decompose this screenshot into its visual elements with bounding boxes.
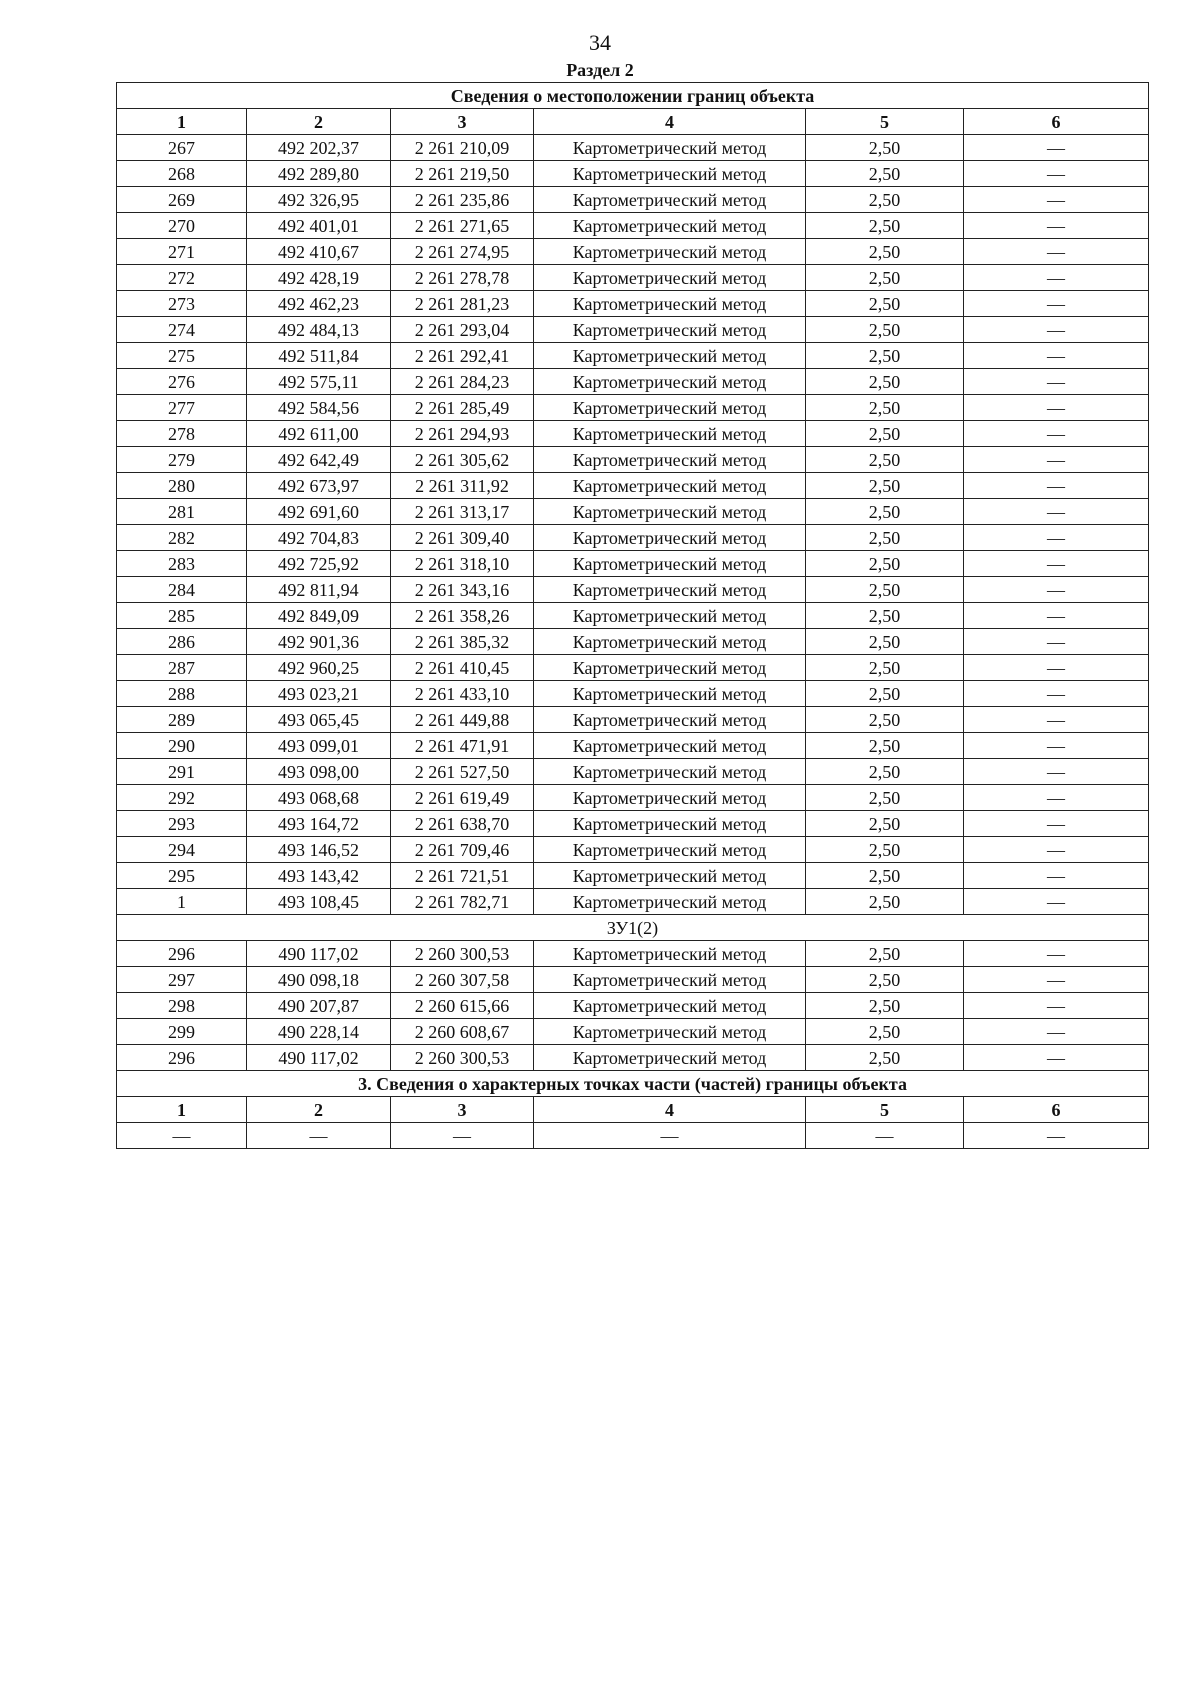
point-number-cell: 270 — [117, 213, 247, 239]
table-row — [117, 863, 1149, 889]
accuracy-cell: 2,50 — [806, 811, 964, 837]
y-coordinate-cell: 2 261 619,49 — [391, 785, 534, 811]
table-title: Сведения о местоположении границ объекта — [117, 83, 1149, 109]
column-number-cell: 6 — [964, 1097, 1149, 1123]
x-coordinate-cell: 490 098,18 — [247, 967, 391, 993]
y-coordinate-cell: 2 261 638,70 — [391, 811, 534, 837]
accuracy-cell: 2,50 — [806, 681, 964, 707]
y-coordinate-cell: 2 261 274,95 — [391, 239, 534, 265]
point-number-cell: — — [117, 1123, 247, 1149]
y-coordinate-cell: 2 261 410,45 — [391, 655, 534, 681]
method-cell: Картометрический метод — [534, 1045, 806, 1071]
accuracy-cell: 2,50 — [806, 499, 964, 525]
point-number-cell: 280 — [117, 473, 247, 499]
x-coordinate-cell: 492 849,09 — [247, 603, 391, 629]
table-row — [117, 239, 1149, 265]
accuracy-cell: 2,50 — [806, 395, 964, 421]
method-cell: Картометрический метод — [534, 811, 806, 837]
x-coordinate-cell: 492 691,60 — [247, 499, 391, 525]
x-coordinate-cell: 490 228,14 — [247, 1019, 391, 1045]
description-cell: — — [964, 967, 1149, 993]
method-cell: — — [534, 1123, 806, 1149]
point-number-cell: 281 — [117, 499, 247, 525]
accuracy-cell: 2,50 — [806, 863, 964, 889]
y-coordinate-cell: 2 261 313,17 — [391, 499, 534, 525]
table-row — [117, 395, 1149, 421]
y-coordinate-cell: 2 261 210,09 — [391, 135, 534, 161]
description-cell: — — [964, 447, 1149, 473]
description-cell: — — [964, 993, 1149, 1019]
y-coordinate-cell: 2 261 294,93 — [391, 421, 534, 447]
point-number-cell: 272 — [117, 265, 247, 291]
point-number-cell: 287 — [117, 655, 247, 681]
accuracy-cell: 2,50 — [806, 213, 964, 239]
description-cell: — — [964, 1045, 1149, 1071]
table-row — [117, 213, 1149, 239]
point-number-cell: 296 — [117, 1045, 247, 1071]
point-number-cell: 277 — [117, 395, 247, 421]
column-number-cell: 4 — [534, 109, 806, 135]
column-number-row — [117, 109, 1149, 135]
description-cell: — — [964, 499, 1149, 525]
x-coordinate-cell: 492 410,67 — [247, 239, 391, 265]
description-cell: — — [964, 785, 1149, 811]
accuracy-cell: 2,50 — [806, 161, 964, 187]
table-row — [117, 317, 1149, 343]
accuracy-cell: 2,50 — [806, 967, 964, 993]
y-coordinate-cell: 2 261 449,88 — [391, 707, 534, 733]
y-coordinate-cell: 2 261 318,10 — [391, 551, 534, 577]
method-cell: Картометрический метод — [534, 785, 806, 811]
y-coordinate-cell: 2 261 281,23 — [391, 291, 534, 317]
accuracy-cell: 2,50 — [806, 473, 964, 499]
accuracy-cell: 2,50 — [806, 785, 964, 811]
x-coordinate-cell: 492 901,36 — [247, 629, 391, 655]
method-cell: Картометрический метод — [534, 447, 806, 473]
table-title-row — [117, 83, 1149, 109]
point-number-cell: 271 — [117, 239, 247, 265]
column-number-cell: 1 — [117, 109, 247, 135]
point-number-cell: 274 — [117, 317, 247, 343]
method-cell: Картометрический метод — [534, 187, 806, 213]
method-cell: Картометрический метод — [534, 837, 806, 863]
accuracy-cell: 2,50 — [806, 837, 964, 863]
point-number-cell: 292 — [117, 785, 247, 811]
method-cell: Картометрический метод — [534, 733, 806, 759]
y-coordinate-cell: 2 260 300,53 — [391, 1045, 534, 1071]
x-coordinate-cell: 493 098,00 — [247, 759, 391, 785]
method-cell: Картометрический метод — [534, 265, 806, 291]
point-number-cell: 288 — [117, 681, 247, 707]
accuracy-cell: 2,50 — [806, 941, 964, 967]
table-row — [117, 577, 1149, 603]
point-number-cell: 293 — [117, 811, 247, 837]
accuracy-cell: 2,50 — [806, 525, 964, 551]
section-title: Раздел 2 — [566, 60, 634, 80]
y-coordinate-cell: 2 261 278,78 — [391, 265, 534, 291]
x-coordinate-cell: 492 584,56 — [247, 395, 391, 421]
y-coordinate-cell: 2 261 343,16 — [391, 577, 534, 603]
table-row — [117, 681, 1149, 707]
description-cell: — — [964, 187, 1149, 213]
method-cell: Картометрический метод — [534, 239, 806, 265]
method-cell: Картометрический метод — [534, 889, 806, 915]
method-cell: Картометрический метод — [534, 499, 806, 525]
x-coordinate-cell: 492 401,01 — [247, 213, 391, 239]
description-cell: — — [964, 889, 1149, 915]
x-coordinate-cell: 492 960,25 — [247, 655, 391, 681]
x-coordinate-cell: 493 023,21 — [247, 681, 391, 707]
point-number-cell: 278 — [117, 421, 247, 447]
table-row — [117, 967, 1149, 993]
y-coordinate-cell: 2 261 309,40 — [391, 525, 534, 551]
page-number: 34 — [589, 30, 611, 55]
table-row — [117, 265, 1149, 291]
accuracy-cell: 2,50 — [806, 187, 964, 213]
x-coordinate-cell: 493 143,42 — [247, 863, 391, 889]
description-cell: — — [964, 707, 1149, 733]
accuracy-cell: 2,50 — [806, 577, 964, 603]
table-row — [117, 473, 1149, 499]
point-number-cell: 291 — [117, 759, 247, 785]
column-number-cell: 5 — [806, 109, 964, 135]
x-coordinate-cell: 492 428,19 — [247, 265, 391, 291]
table-row — [117, 161, 1149, 187]
point-number-cell: 298 — [117, 993, 247, 1019]
accuracy-cell: 2,50 — [806, 733, 964, 759]
point-number-cell: 267 — [117, 135, 247, 161]
y-coordinate-cell: 2 261 284,23 — [391, 369, 534, 395]
method-cell: Картометрический метод — [534, 603, 806, 629]
y-coordinate-cell: 2 261 271,65 — [391, 213, 534, 239]
y-coordinate-cell: — — [391, 1123, 534, 1149]
y-coordinate-cell: 2 260 307,58 — [391, 967, 534, 993]
x-coordinate-cell: 493 068,68 — [247, 785, 391, 811]
method-cell: Картометрический метод — [534, 369, 806, 395]
y-coordinate-cell: 2 261 219,50 — [391, 161, 534, 187]
x-coordinate-cell: 493 099,01 — [247, 733, 391, 759]
description-cell: — — [964, 1019, 1149, 1045]
point-number-cell: 269 — [117, 187, 247, 213]
method-cell: Картометрический метод — [534, 213, 806, 239]
x-coordinate-cell: 493 164,72 — [247, 811, 391, 837]
method-cell: Картометрический метод — [534, 863, 806, 889]
point-number-cell: 283 — [117, 551, 247, 577]
table-row — [117, 941, 1149, 967]
table-row — [117, 629, 1149, 655]
description-cell: — — [964, 863, 1149, 889]
description-cell: — — [964, 239, 1149, 265]
y-coordinate-cell: 2 261 709,46 — [391, 837, 534, 863]
x-coordinate-cell: 493 146,52 — [247, 837, 391, 863]
description-cell: — — [964, 525, 1149, 551]
y-coordinate-cell: 2 261 782,71 — [391, 889, 534, 915]
description-cell: — — [964, 317, 1149, 343]
method-cell: Картометрический метод — [534, 681, 806, 707]
description-cell: — — [964, 629, 1149, 655]
y-coordinate-cell: 2 261 311,92 — [391, 473, 534, 499]
method-cell: Картометрический метод — [534, 993, 806, 1019]
method-cell: Картометрический метод — [534, 707, 806, 733]
accuracy-cell: 2,50 — [806, 603, 964, 629]
method-cell: Картометрический метод — [534, 317, 806, 343]
accuracy-cell: — — [806, 1123, 964, 1149]
x-coordinate-cell: 492 725,92 — [247, 551, 391, 577]
accuracy-cell: 2,50 — [806, 551, 964, 577]
x-coordinate-cell: 492 611,00 — [247, 421, 391, 447]
description-cell: — — [964, 265, 1149, 291]
description-cell: — — [964, 1123, 1149, 1149]
x-coordinate-cell: 490 117,02 — [247, 1045, 391, 1071]
table-row — [117, 759, 1149, 785]
table-row — [117, 421, 1149, 447]
table-row — [117, 369, 1149, 395]
method-cell: Картометрический метод — [534, 577, 806, 603]
point-number-cell: 275 — [117, 343, 247, 369]
x-coordinate-cell: 492 484,13 — [247, 317, 391, 343]
table-row — [117, 291, 1149, 317]
description-cell: — — [964, 811, 1149, 837]
accuracy-cell: 2,50 — [806, 1019, 964, 1045]
group-label-row — [117, 915, 1149, 941]
method-cell: Картометрический метод — [534, 291, 806, 317]
method-cell: Картометрический метод — [534, 1019, 806, 1045]
method-cell: Картометрический метод — [534, 395, 806, 421]
method-cell: Картометрический метод — [534, 135, 806, 161]
subsection-column-number-row — [117, 1097, 1149, 1123]
accuracy-cell: 2,50 — [806, 317, 964, 343]
point-number-cell: 273 — [117, 291, 247, 317]
accuracy-cell: 2,50 — [806, 265, 964, 291]
x-coordinate-cell: 492 704,83 — [247, 525, 391, 551]
point-number-cell: 276 — [117, 369, 247, 395]
table-row — [117, 343, 1149, 369]
table-row — [117, 1123, 1149, 1149]
y-coordinate-cell: 2 261 285,49 — [391, 395, 534, 421]
x-coordinate-cell: 492 811,94 — [247, 577, 391, 603]
accuracy-cell: 2,50 — [806, 135, 964, 161]
y-coordinate-cell: 2 261 385,32 — [391, 629, 534, 655]
column-number-cell: 6 — [964, 109, 1149, 135]
accuracy-cell: 2,50 — [806, 889, 964, 915]
method-cell: Картометрический метод — [534, 629, 806, 655]
x-coordinate-cell: 490 207,87 — [247, 993, 391, 1019]
boundary-coordinates-table — [116, 82, 1149, 1149]
description-cell: — — [964, 369, 1149, 395]
point-number-cell: 289 — [117, 707, 247, 733]
y-coordinate-cell: 2 261 358,26 — [391, 603, 534, 629]
description-cell: — — [964, 733, 1149, 759]
accuracy-cell: 2,50 — [806, 291, 964, 317]
description-cell: — — [964, 551, 1149, 577]
accuracy-cell: 2,50 — [806, 447, 964, 473]
y-coordinate-cell: 2 261 293,04 — [391, 317, 534, 343]
table-row — [117, 655, 1149, 681]
x-coordinate-cell: 492 642,49 — [247, 447, 391, 473]
table-row — [117, 785, 1149, 811]
table-row — [117, 447, 1149, 473]
table-row — [117, 499, 1149, 525]
method-cell: Картометрический метод — [534, 421, 806, 447]
column-number-cell: 2 — [247, 1097, 391, 1123]
column-number-cell: 2 — [247, 109, 391, 135]
method-cell: Картометрический метод — [534, 525, 806, 551]
description-cell: — — [964, 941, 1149, 967]
y-coordinate-cell: 2 261 235,86 — [391, 187, 534, 213]
y-coordinate-cell: 2 261 471,91 — [391, 733, 534, 759]
method-cell: Картометрический метод — [534, 551, 806, 577]
point-number-cell: 297 — [117, 967, 247, 993]
x-coordinate-cell: 492 673,97 — [247, 473, 391, 499]
table-row — [117, 1045, 1149, 1071]
method-cell: Картометрический метод — [534, 967, 806, 993]
description-cell: — — [964, 135, 1149, 161]
table-row — [117, 707, 1149, 733]
point-number-cell: 284 — [117, 577, 247, 603]
table-row — [117, 551, 1149, 577]
y-coordinate-cell: 2 260 300,53 — [391, 941, 534, 967]
description-cell: — — [964, 473, 1149, 499]
description-cell: — — [964, 655, 1149, 681]
description-cell: — — [964, 395, 1149, 421]
y-coordinate-cell: 2 261 433,10 — [391, 681, 534, 707]
x-coordinate-cell: 492 462,23 — [247, 291, 391, 317]
method-cell: Картометрический метод — [534, 473, 806, 499]
accuracy-cell: 2,50 — [806, 369, 964, 395]
point-number-cell: 268 — [117, 161, 247, 187]
column-number-cell: 1 — [117, 1097, 247, 1123]
y-coordinate-cell: 2 260 615,66 — [391, 993, 534, 1019]
description-cell: — — [964, 343, 1149, 369]
point-number-cell: 296 — [117, 941, 247, 967]
y-coordinate-cell: 2 261 527,50 — [391, 759, 534, 785]
x-coordinate-cell: 492 326,95 — [247, 187, 391, 213]
y-coordinate-cell: 2 261 305,62 — [391, 447, 534, 473]
y-coordinate-cell: 2 261 721,51 — [391, 863, 534, 889]
method-cell: Картометрический метод — [534, 343, 806, 369]
table-row — [117, 187, 1149, 213]
x-coordinate-cell: 492 202,37 — [247, 135, 391, 161]
method-cell: Картометрический метод — [534, 941, 806, 967]
point-number-cell: 295 — [117, 863, 247, 889]
table-row — [117, 837, 1149, 863]
y-coordinate-cell: 2 261 292,41 — [391, 343, 534, 369]
column-number-cell: 5 — [806, 1097, 964, 1123]
description-cell: — — [964, 213, 1149, 239]
x-coordinate-cell: 492 289,80 — [247, 161, 391, 187]
table-row — [117, 733, 1149, 759]
column-number-cell: 3 — [391, 1097, 534, 1123]
point-number-cell: 282 — [117, 525, 247, 551]
accuracy-cell: 2,50 — [806, 421, 964, 447]
accuracy-cell: 2,50 — [806, 655, 964, 681]
subsection-title-row — [117, 1071, 1149, 1097]
subsection-title: 3. Сведения о характерных точках части (частей) границы объекта — [117, 1071, 1149, 1097]
description-cell: — — [964, 161, 1149, 187]
table-row — [117, 525, 1149, 551]
x-coordinate-cell: 493 065,45 — [247, 707, 391, 733]
description-cell: — — [964, 681, 1149, 707]
group-label: ЗУ1(2) — [117, 915, 1149, 941]
table-row — [117, 889, 1149, 915]
method-cell: Картометрический метод — [534, 655, 806, 681]
x-coordinate-cell: 493 108,45 — [247, 889, 391, 915]
description-cell: — — [964, 759, 1149, 785]
point-number-cell: 290 — [117, 733, 247, 759]
point-number-cell: 1 — [117, 889, 247, 915]
accuracy-cell: 2,50 — [806, 759, 964, 785]
description-cell: — — [964, 837, 1149, 863]
point-number-cell: 299 — [117, 1019, 247, 1045]
description-cell: — — [964, 421, 1149, 447]
description-cell: — — [964, 291, 1149, 317]
table-row — [117, 603, 1149, 629]
x-coordinate-cell: 490 117,02 — [247, 941, 391, 967]
accuracy-cell: 2,50 — [806, 1045, 964, 1071]
accuracy-cell: 2,50 — [806, 343, 964, 369]
point-number-cell: 285 — [117, 603, 247, 629]
x-coordinate-cell: 492 575,11 — [247, 369, 391, 395]
column-number-cell: 4 — [534, 1097, 806, 1123]
x-coordinate-cell: — — [247, 1123, 391, 1149]
description-cell: — — [964, 603, 1149, 629]
point-number-cell: 279 — [117, 447, 247, 473]
table-row — [117, 1019, 1149, 1045]
description-cell: — — [964, 577, 1149, 603]
x-coordinate-cell: 492 511,84 — [247, 343, 391, 369]
accuracy-cell: 2,50 — [806, 629, 964, 655]
table-row — [117, 135, 1149, 161]
accuracy-cell: 2,50 — [806, 239, 964, 265]
y-coordinate-cell: 2 260 608,67 — [391, 1019, 534, 1045]
point-number-cell: 294 — [117, 837, 247, 863]
table-row — [117, 993, 1149, 1019]
method-cell: Картометрический метод — [534, 759, 806, 785]
column-number-cell: 3 — [391, 109, 534, 135]
table-row — [117, 811, 1149, 837]
method-cell: Картометрический метод — [534, 161, 806, 187]
accuracy-cell: 2,50 — [806, 993, 964, 1019]
point-number-cell: 286 — [117, 629, 247, 655]
accuracy-cell: 2,50 — [806, 707, 964, 733]
